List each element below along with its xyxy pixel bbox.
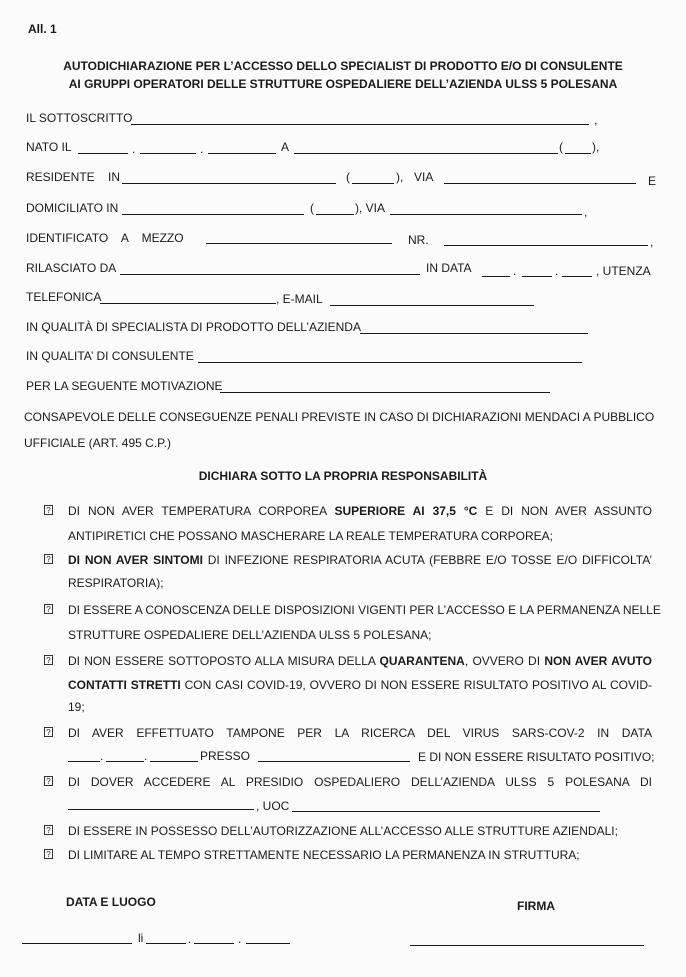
bullet-icon: ? — [44, 554, 53, 564]
field-document-type[interactable] — [206, 243, 392, 244]
field-email[interactable] — [330, 305, 534, 306]
field-domicile-province[interactable] — [316, 214, 354, 215]
bullet-icon: ? — [44, 604, 53, 614]
label-motivazione: PER LA SEGUENTE MOTIVAZIONE — [26, 379, 223, 393]
bullet-icon: ? — [44, 727, 53, 737]
field-sign-month[interactable] — [194, 943, 234, 944]
field-uoc[interactable] — [292, 811, 600, 812]
field-issue-month[interactable] — [522, 276, 552, 277]
field-residence-province[interactable] — [352, 183, 394, 184]
field-birth-day[interactable] — [78, 153, 128, 154]
field-phone[interactable] — [100, 303, 276, 304]
label-data-luogo: DATA E LUOGO — [66, 895, 156, 909]
label-nato-il: NATO IL — [26, 140, 72, 154]
document-title-line-1: AUTODICHIARAZIONE PER L’ACCESSO DELLO SPECIALIST DI PRODOTTO E/O DI CONSULENTE — [63, 59, 623, 73]
bullet-icon: ? — [44, 849, 53, 859]
bullet-icon: ? — [44, 825, 53, 835]
label-firma: FIRMA — [517, 899, 555, 913]
item-7: DI ESSERE IN POSSESSO DELL’AUTORIZZAZIONE ALL’ACCESSO ALLE STRUTTURE AZIENDALI; — [68, 824, 618, 838]
item-8: DI LIMITARE AL TEMPO STRETTAMENTE NECESSARIO LA PERMANENZA IN STRUTTURA; — [68, 848, 580, 862]
field-issue-year[interactable] — [562, 276, 592, 277]
item-4-line-1: DI NON ESSERE SOTTOPOSTO ALLA MISURA DELLA QUARANTENA, OVVERO DI NON AVER AVUTO — [68, 654, 652, 668]
label-rilasciato-da: RILASCIATO DA — [26, 261, 117, 275]
bullet-icon: ? — [44, 655, 53, 665]
field-birth-year[interactable] — [208, 153, 276, 154]
document-title-line-2: AI GRUPPI OPERATORI DELLE STRUTTURE OSPEDALIERE DELL’AZIENDA ULSS 5 POLESANA — [68, 77, 618, 91]
label-qualita-consulente: IN QUALITA’ DI CONSULENTE — [26, 349, 194, 363]
field-swab-year[interactable] — [150, 761, 198, 762]
item-4-line-3: 19; — [68, 700, 85, 714]
field-motivation[interactable] — [220, 392, 550, 393]
consapevole-line-2: UFFICIALE (ART. 495 C.P.) — [24, 436, 171, 450]
field-domicile-city[interactable] — [122, 214, 304, 215]
field-birth-month[interactable] — [140, 153, 196, 154]
field-swab-day[interactable] — [68, 761, 100, 762]
item-2-line-1: DI NON AVER SINTOMI DI INFEZIONE RESPIRATORIA ACUTA (FEBBRE E/O TOSSE E/O DIFFICOLTA’ — [68, 553, 652, 567]
label-uoc: , UOC — [256, 799, 290, 813]
item-1-line-2: ANTIPIRETICI CHE POSSANO MASCHERARE LA REALE TEMPERATURA CORPOREA; — [68, 529, 553, 543]
bullet-icon: ? — [44, 505, 53, 515]
label-sottoscritto: IL SOTTOSCRITTO — [26, 111, 133, 125]
label-via-residenza: VIA — [414, 170, 434, 184]
label-in-data: IN DATA — [426, 261, 472, 275]
item-4-line-2: CONTATTI STRETTI CON CASI COVID-19, OVVERO DI NON ESSERE RISULTATO POSITIVO AL COVID- — [68, 678, 653, 692]
label-utenza: , UTENZA — [596, 264, 651, 278]
field-residence-city[interactable] — [122, 183, 336, 184]
label-a: A — [281, 140, 290, 154]
label-telefonica: TELEFONICA — [26, 290, 102, 304]
field-consultant[interactable] — [198, 362, 582, 363]
label-residente-in: RESIDENTE IN — [26, 170, 121, 184]
label-nr: NR. — [408, 233, 429, 247]
item-3-line-1: DI ESSERE A CONOSCENZA DELLE DISPOSIZIONI VIGENTI PER L’ACCESSO E LA PERMANENZA NELLE — [68, 603, 661, 617]
item-6-line-1: DI DOVER ACCEDERE AL PRESIDIO OSPEDALIERO DELL’AZIENDA ULSS 5 POLESANA DI — [68, 775, 652, 789]
field-birth-place[interactable] — [294, 153, 558, 154]
field-birth-province[interactable] — [565, 153, 591, 154]
field-issue-day[interactable] — [482, 276, 510, 277]
field-place[interactable] — [22, 943, 132, 944]
label-e: E — [648, 174, 657, 188]
field-sign-year[interactable] — [246, 943, 290, 944]
label-domiciliato-in: DOMICILIATO IN — [26, 201, 119, 215]
item-2-line-2: RESPIRATORIA); — [68, 576, 164, 590]
item-3-line-2: STRUTTURE OSPEDALIERE DELL’AZIENDA ULSS 5 POLESANA; — [68, 628, 432, 642]
field-swab-month[interactable] — [106, 761, 144, 762]
field-sottoscritto-line[interactable] — [131, 124, 589, 125]
consapevole-line-1: CONSAPEVOLE DELLE CONSEGUENZE PENALI PREVISTE IN CASO DI DICHIARAZIONI MENDACI A PUBBLICO — [24, 410, 655, 424]
field-domicile-street[interactable] — [390, 214, 582, 215]
dichiara-heading: DICHIARA SOTTO LA PROPRIA RESPONSABILITÀ — [198, 469, 488, 483]
field-issued-by[interactable] — [120, 274, 420, 275]
item-5-line-1: DI AVER EFFETTUATO TAMPONE PER LA RICERCA DEL VIRUS SARS-COV-2 IN DATA — [68, 726, 652, 740]
label-via-domicilio: ), VIA — [355, 201, 386, 215]
field-company[interactable] — [360, 333, 588, 334]
label-identificato: IDENTIFICATO A MEZZO — [26, 231, 184, 245]
label-li: li — [138, 931, 144, 945]
label-presso: PRESSO — [200, 749, 251, 763]
bullet-icon: ? — [44, 776, 53, 786]
label-email: , E-MAIL — [276, 292, 323, 306]
field-signature[interactable] — [410, 945, 644, 946]
field-sign-day[interactable] — [146, 943, 186, 944]
field-residence-street[interactable] — [444, 183, 636, 184]
field-hospital[interactable] — [68, 809, 254, 810]
field-document-number[interactable] — [444, 245, 648, 246]
field-swab-place[interactable] — [258, 761, 410, 762]
attachment-label: All. 1 — [28, 22, 57, 36]
label-qualita-specialista: IN QUALITÀ DI SPECIALISTA DI PRODOTTO DELL’AZIENDA — [26, 320, 361, 334]
item-5-tail: E DI NON ESSERE RISULTATO POSITIVO; — [418, 750, 655, 764]
item-1-line-1: DI NON AVER TEMPERATURA CORPOREA SUPERIORE AI 37,5 °C E DI NON AVER ASSUNTO — [68, 504, 652, 518]
